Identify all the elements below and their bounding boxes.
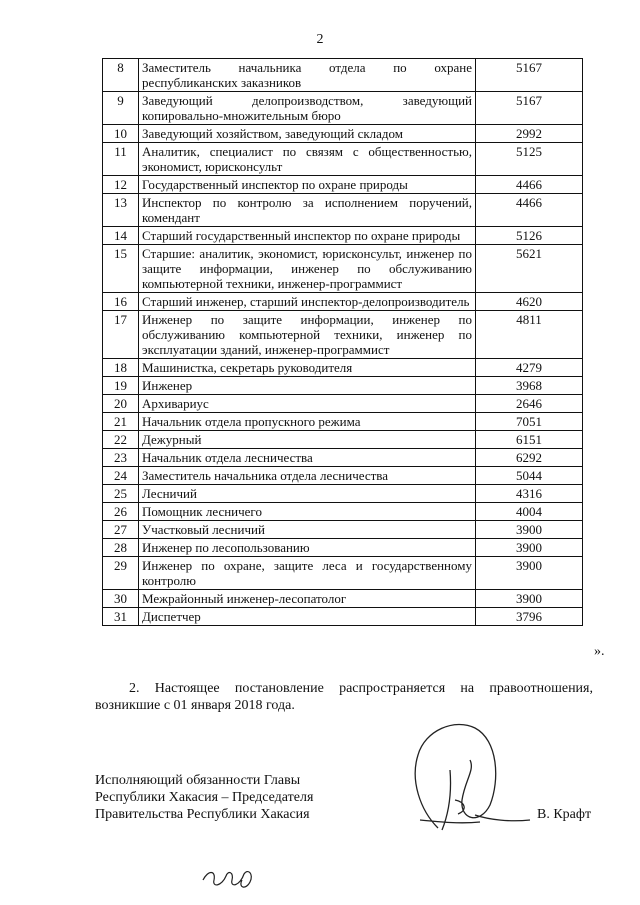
position-title: Инженер по охране, защите леса и государственному контролю [139, 557, 476, 590]
salary-value: 5621 [476, 245, 583, 293]
salary-value: 7051 [476, 413, 583, 431]
salary-value: 4620 [476, 293, 583, 311]
row-number: 29 [103, 557, 139, 590]
table-row [103, 539, 583, 557]
signer-position [95, 772, 313, 823]
row-number: 9 [103, 92, 139, 125]
table-row [103, 311, 583, 359]
signer-line-2: Республики Хакасия – Председателя [95, 790, 314, 805]
salary-value: 4811 [476, 311, 583, 359]
signer-line-1: Исполняющий обязанности Главы [95, 773, 301, 788]
signer-line-3: Правительства Республики Хакасия [95, 807, 310, 822]
salary-value: 5125 [476, 143, 583, 176]
row-number: 15 [103, 245, 139, 293]
table-row [103, 503, 583, 521]
position-title: Инспектор по контролю за исполнением поручений, комендант [139, 194, 476, 227]
table-row [103, 245, 583, 293]
table-row [103, 521, 583, 539]
salary-value: 4466 [476, 194, 583, 227]
salary-value: 2646 [476, 395, 583, 413]
row-number: 11 [103, 143, 139, 176]
position-title: Заместитель начальника отдела по охране республиканских заказников [139, 59, 476, 92]
position-title: Помощник лесничего [139, 503, 476, 521]
salary-value: 6151 [476, 431, 583, 449]
table-row [103, 125, 583, 143]
table-row [103, 449, 583, 467]
salary-value: 5044 [476, 467, 583, 485]
salary-value: 5167 [476, 92, 583, 125]
salary-value: 5126 [476, 227, 583, 245]
position-title: Инженер по защите информации, инженер по обслуживанию компьютерной техники, инженер по эксплуатации зданий, инженер-программист [139, 311, 476, 359]
table-row [103, 413, 583, 431]
row-number: 28 [103, 539, 139, 557]
salary-value: 3900 [476, 539, 583, 557]
table-row [103, 143, 583, 176]
table-row [103, 467, 583, 485]
position-title: Государственный инспектор по охране природы [139, 176, 476, 194]
row-number: 26 [103, 503, 139, 521]
row-number: 18 [103, 359, 139, 377]
position-title: Заведующий хозяйством, заведующий складом [139, 125, 476, 143]
row-number: 25 [103, 485, 139, 503]
position-title: Старший государственный инспектор по охране природы [139, 227, 476, 245]
table-row [103, 485, 583, 503]
table-row [103, 59, 583, 92]
position-title: Машинистка, секретарь руководителя [139, 359, 476, 377]
row-number: 30 [103, 590, 139, 608]
table-row [103, 194, 583, 227]
salary-value: 5167 [476, 59, 583, 92]
position-title: Участковый лесничий [139, 521, 476, 539]
position-title: Старшие: аналитик, экономист, юрисконсульт, инженер по защите информации, инженер по обслуживанию компьютерной техники, инженер-программист [139, 245, 476, 293]
closing-quote: ». [594, 644, 605, 659]
salary-value: 6292 [476, 449, 583, 467]
row-number: 21 [103, 413, 139, 431]
row-number: 23 [103, 449, 139, 467]
salary-value: 3900 [476, 590, 583, 608]
handwritten-initials [198, 862, 268, 892]
row-number: 10 [103, 125, 139, 143]
row-number: 12 [103, 176, 139, 194]
position-title: Дежурный [139, 431, 476, 449]
table-row [103, 608, 583, 626]
table-row [103, 92, 583, 125]
row-number: 31 [103, 608, 139, 626]
row-number: 27 [103, 521, 139, 539]
salary-value: 3796 [476, 608, 583, 626]
table-row [103, 293, 583, 311]
position-title: Начальник отдела пропускного режима [139, 413, 476, 431]
signer-name: В. Крафт [537, 807, 592, 822]
salary-value: 4004 [476, 503, 583, 521]
position-title: Аналитик, специалист по связям с общественностью, экономист, юрисконсульт [139, 143, 476, 176]
effective-date-paragraph: 2. Настоящее постановление распространяется на правоотношения, возникшие с 01 января 2018 года. [95, 681, 593, 713]
table-row [103, 227, 583, 245]
table-row [103, 590, 583, 608]
position-title: Межрайонный инженер-лесопатолог [139, 590, 476, 608]
row-number: 22 [103, 431, 139, 449]
salary-value: 4316 [476, 485, 583, 503]
salary-value: 3900 [476, 557, 583, 590]
position-title: Диспетчер [139, 608, 476, 626]
salary-value: 4466 [476, 176, 583, 194]
salary-table [102, 58, 583, 626]
row-number: 8 [103, 59, 139, 92]
salary-value: 2992 [476, 125, 583, 143]
row-number: 19 [103, 377, 139, 395]
table-row [103, 395, 583, 413]
salary-value: 4279 [476, 359, 583, 377]
table-row [103, 557, 583, 590]
row-number: 14 [103, 227, 139, 245]
position-title: Заведующий делопроизводством, заведующий копировально-множительным бюро [139, 92, 476, 125]
table-row [103, 431, 583, 449]
handwritten-signature [380, 710, 540, 835]
row-number: 24 [103, 467, 139, 485]
position-title: Инженер [139, 377, 476, 395]
row-number: 13 [103, 194, 139, 227]
position-title: Начальник отдела лесничества [139, 449, 476, 467]
position-title: Лесничий [139, 485, 476, 503]
position-title: Инженер по лесопользованию [139, 539, 476, 557]
position-title: Заместитель начальника отдела лесничества [139, 467, 476, 485]
salary-value: 3968 [476, 377, 583, 395]
position-title: Архивариус [139, 395, 476, 413]
position-title: Старший инженер, старший инспектор-делопроизводитель [139, 293, 476, 311]
table-row [103, 377, 583, 395]
table-row [103, 176, 583, 194]
row-number: 20 [103, 395, 139, 413]
row-number: 17 [103, 311, 139, 359]
salary-value: 3900 [476, 521, 583, 539]
page-number: 2 [316, 32, 324, 47]
row-number: 16 [103, 293, 139, 311]
table-row [103, 359, 583, 377]
